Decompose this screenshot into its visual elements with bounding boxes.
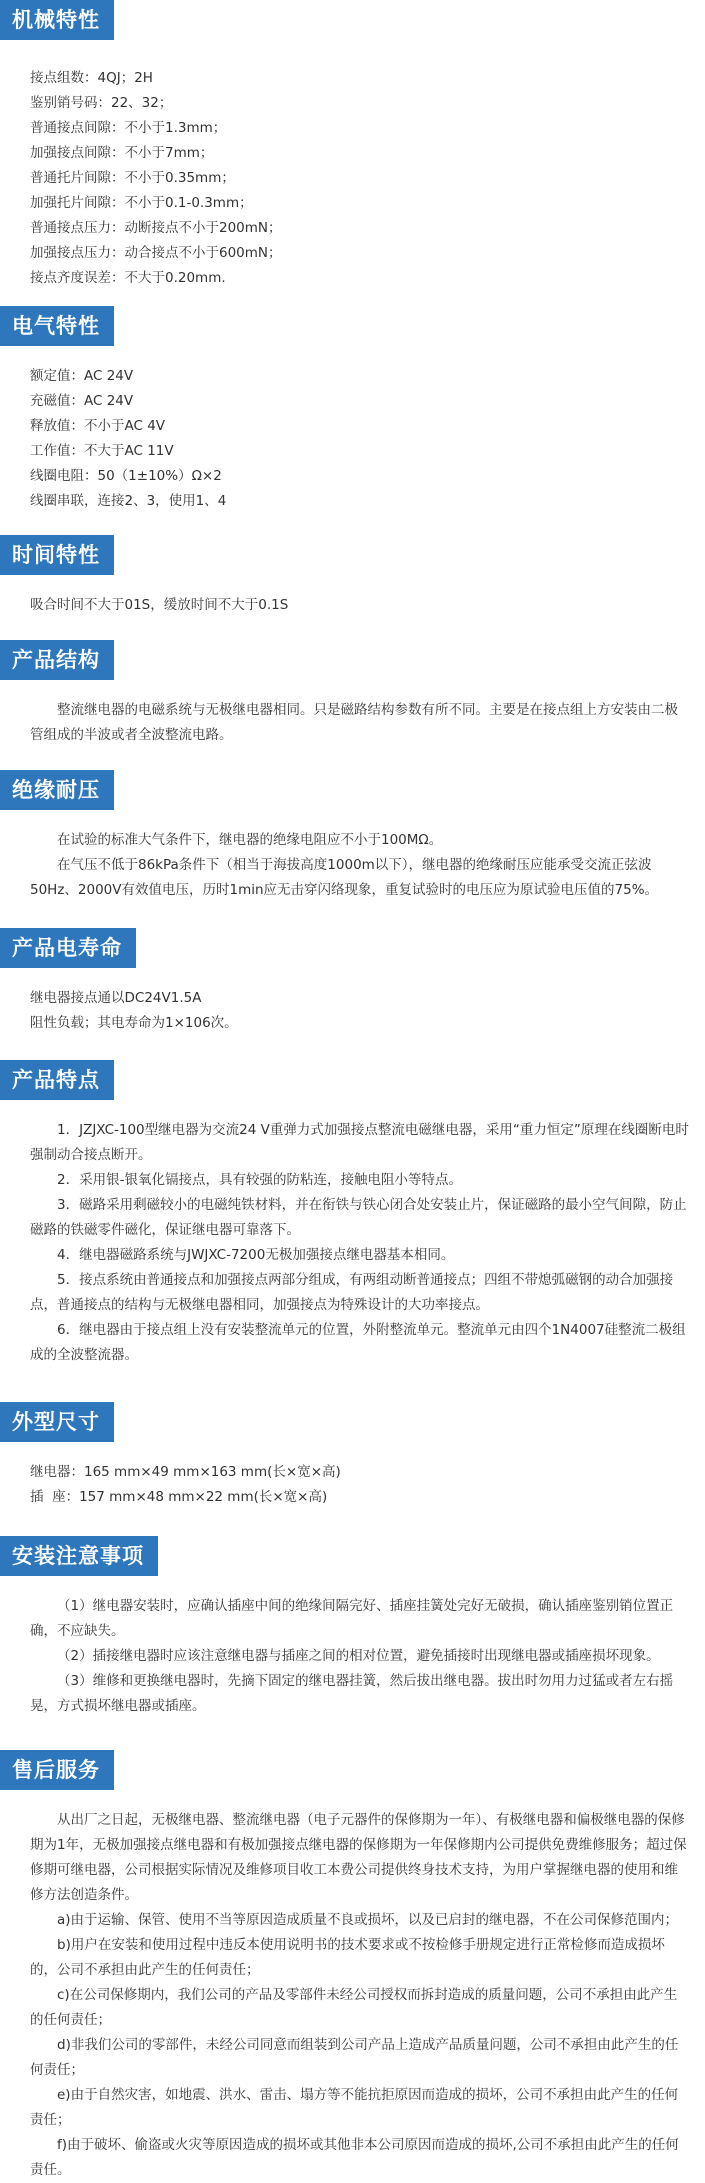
service-item: d)非我们公司的零部件，未经公司同意而组装到公司产品上造成产品质量问题，公司不承担由此产生的任何责任； <box>30 2037 679 2078</box>
section-insulation <box>0 770 705 903</box>
section-dimensions <box>0 1402 705 1510</box>
feature-item: 2．采用银-银氧化镉接点，具有较强的防粘连，接触电阻小等特点。 <box>57 1172 462 1188</box>
section-timing <box>0 535 705 618</box>
spec-line: 阻性负载；其电寿命为1×106次。 <box>30 1015 238 1031</box>
section-title: 电气特性 <box>0 306 114 346</box>
note-item: （2）插接继电器时应该注意继电器与插座之间的相对位置，避免插接时出现继电器或插座损坏现象。 <box>57 1648 660 1664</box>
service-item: b)用户在安装和使用过程中违反本使用说明书的技术要求或不按检修手册规定进行正常检修而造成损坏的，公司不承担由此产生的任何责任； <box>30 1937 665 1978</box>
section-title: 售后服务 <box>0 1750 114 1790</box>
spec-line: 继电器接点通以DC24V1.5A <box>30 990 202 1006</box>
paragraph: 在气压不低于86kPa条件下（相当于海拔高度1000m以下），继电器的绝缘耐压应能承受交流正弦波50Hz、2000V有效值电压，历时1min应无击穿闪络现象，重复试验时的电压应为原试验电压值的75%。 <box>30 857 659 898</box>
spec-line: 额定值：AC 24V <box>30 368 134 384</box>
dimension-line: 插 座：157 mm×48 mm×22 mm(长×宽×高) <box>30 1489 328 1505</box>
note-item: （1）继电器安装时，应确认插座中间的绝缘间隔完好、插座挂簧处完好无破损，确认插座鉴别销位置正确，不应缺失。 <box>30 1598 674 1639</box>
feature-item: 5．接点系统由普通接点和加强接点两部分组成，有两组动断普通接点；四组不带熄弧磁钢的动合加强接点，普通接点的结构与无极继电器相同，加强接点为特殊设计的大功率接点。 <box>30 1272 674 1313</box>
service-item: e)由于自然灾害，如地震、洪水、雷击、塌方等不能抗拒原因而造成的损坏，公司不承担由此产生的任何责任； <box>30 2087 679 2128</box>
service-item: c)在公司保修期内，我们公司的产品及零部件未经公司授权而拆封造成的质量问题，公司不承担由此产生的任何责任； <box>30 1987 678 2028</box>
service-paragraph: 从出厂之日起，无极继电器、整流继电器（电子元器件的保修期为一年）、有极继电器和偏极继电器的保修期为1年，无极加强接点继电器和有极加强接点继电器的保修期为一年保修期内公司提供免费维修服务；超过保修期可继电器，公司根据实际情况及维修项目收工本费公司提供终身技术支持，为用户掌握继电器的使用和维修方法创造条件。 <box>30 1812 687 1903</box>
service-item: f)由于破坏、偷盗或火灾等原因造成的损坏或其他非本公司原因而造成的损坏,公司不承担由此产生的任何责任。 <box>30 2137 679 2178</box>
section-title: 安装注意事项 <box>0 1536 158 1576</box>
section-title: 外型尺寸 <box>0 1402 114 1442</box>
spec-line: 线圈电阻：50（1±10%）Ω×2 <box>30 468 222 484</box>
note-item: （3）维修和更换继电器时，先摘下固定的继电器挂簧，然后拔出继电器。拔出时勿用力过猛或者左右摇晃，方式损坏继电器或插座。 <box>30 1673 674 1714</box>
dimension-line: 继电器：165 mm×49 mm×163 mm(长×宽×高) <box>30 1464 341 1480</box>
section-installation-notes <box>0 1536 705 1719</box>
section-title: 绝缘耐压 <box>0 770 114 810</box>
section-electrical <box>0 306 705 514</box>
feature-item: 3．磁路采用剩磁较小的电磁纯铁材料，并在衔铁与铁心闭合处安装止片，保证磁路的最小空气间隙，防止磁路的铁磁零件磁化，保证继电器可靠落下。 <box>30 1197 687 1238</box>
spec-line: 充磁值：AC 24V <box>30 393 134 409</box>
spec-line: 释放值：不小于AC 4V <box>30 418 166 434</box>
feature-item: 4．继电器磁路系统与JWJXC-7200无极加强接点继电器基本相同。 <box>57 1247 455 1263</box>
feature-item: 1．JZJXC-100型继电器为交流24 V重弹力式加强接点整流电磁继电器，采用“重力恒定”原理在线圈断电时强制动合接点断开。 <box>30 1122 689 1163</box>
section-structure <box>0 640 705 748</box>
spec-line: 工作值：不大于AC 11V <box>30 443 174 459</box>
paragraph: 在试验的标准大气条件下，继电器的绝缘电阻应不小于100MΩ。 <box>57 832 443 848</box>
spec-line: 加强托片间隙：不小于0.1-0.3mm； <box>30 195 253 211</box>
section-title: 产品结构 <box>0 640 114 680</box>
feature-item: 6．继电器由于接点组上没有安装整流单元的位置，外附整流单元。整流单元由四个1N4007硅整流二极组成的全波整流器。 <box>30 1322 686 1363</box>
spec-line: 接点组数：4QJ；2H <box>30 70 153 86</box>
section-title: 时间特性 <box>0 535 114 575</box>
spec-line: 普通接点间隙：不小于1.3mm； <box>30 120 227 136</box>
section-electrical-life <box>0 928 705 1036</box>
spec-line: 接点齐度误差：不大于0.20mm. <box>30 270 226 286</box>
section-title: 产品特点 <box>0 1060 114 1100</box>
section-after-sales <box>0 1750 705 2183</box>
section-title: 机械特性 <box>0 0 114 40</box>
spec-line: 鉴别销号码：22、32； <box>30 95 173 111</box>
spec-line: 加强接点间隙：不小于7mm； <box>30 145 214 161</box>
spec-line: 加强接点压力：动合接点不小于600mN； <box>30 245 282 261</box>
section-title: 产品电寿命 <box>0 928 136 968</box>
spec-line: 吸合时间不大于01S，缓放时间不大于0.1S <box>30 597 289 613</box>
spec-line: 线圈串联，连接2、3，使用1、4 <box>30 493 227 509</box>
section-mechanical <box>0 0 705 291</box>
spec-line: 普通接点压力：动断接点不小于200mN； <box>30 220 282 236</box>
paragraph: 整流继电器的电磁系统与无极继电器相同。只是磁路结构参数有所不同。主要是在接点组上方安装由二极管组成的半波或者全波整流电路。 <box>30 702 678 743</box>
service-item: a)由于运输、保管、使用不当等原因造成质量不良或损坏，以及已启封的继电器，不在公司保修范围内； <box>57 1912 679 1928</box>
section-features <box>0 1060 705 1368</box>
spec-line: 普通托片间隙：不小于0.35mm； <box>30 170 235 186</box>
